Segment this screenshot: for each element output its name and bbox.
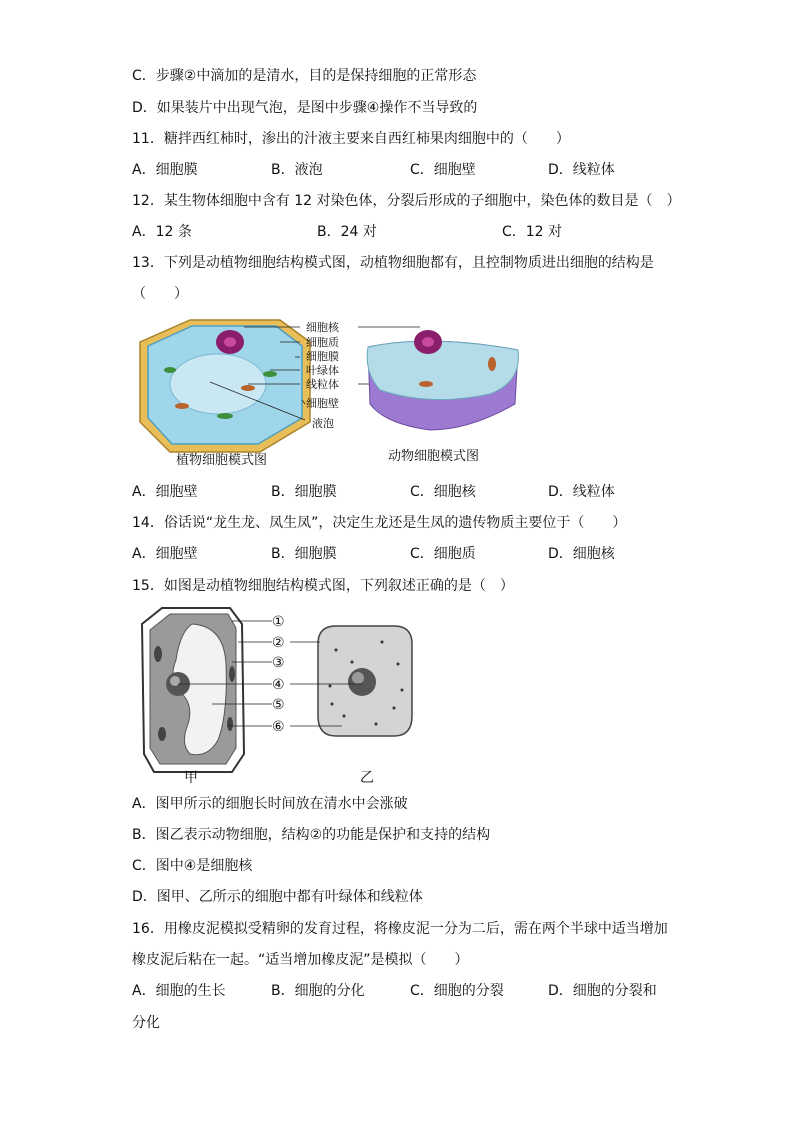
label-cytoplasm: 细胞质	[306, 336, 339, 349]
q13-option-c: C．细胞核	[410, 484, 476, 500]
label-vacuole: 液泡	[312, 417, 334, 430]
marker-4: ④	[272, 677, 285, 693]
plant-cell-caption: 植物细胞模式图	[176, 453, 268, 468]
q12-option-b: B．24 对	[317, 224, 377, 240]
q15-option-b: B．图乙表示动物细胞，结构②的功能是保护和支持的结构	[132, 827, 491, 843]
q11-option-b: B．液泡	[271, 162, 323, 178]
q14-option-a: A．细胞壁	[132, 546, 198, 562]
q16-option-d-tail: 分化	[132, 1015, 160, 1031]
label-cell-wall: 细胞壁	[306, 397, 339, 410]
figure-13-labels	[306, 320, 340, 430]
q14-option-c: C．细胞质	[410, 546, 476, 562]
label-nucleus: 细胞核	[306, 321, 339, 334]
q13-option-b: B．细胞膜	[271, 484, 337, 500]
marker-3: ③	[272, 655, 285, 671]
question-16-cont: 橡皮泥后粘在一起。“适当增加橡皮泥”是模拟（ ）	[132, 952, 469, 968]
q12-option-c: C．12 对	[502, 224, 563, 240]
question-15: 15．如图是动植物细胞结构模式图，下列叙述正确的是（ ）	[132, 578, 514, 594]
plant-cell-drawing	[140, 320, 310, 452]
q13-option-a: A．细胞壁	[132, 484, 198, 500]
question-13: 13．下列是动植物细胞结构模式图，动植物细胞都有，且控制物质进出细胞的结构是	[132, 255, 654, 271]
caption-yi: 乙	[360, 770, 374, 786]
q16-option-d: D．细胞的分裂和	[548, 983, 657, 999]
q16-option-a: A．细胞的生长	[132, 983, 226, 999]
cell-comparison-figure	[132, 604, 422, 786]
q13-option-d: D．线粒体	[548, 484, 615, 500]
q14-option-d: D．细胞核	[548, 546, 615, 562]
marker-5: ⑤	[272, 697, 285, 713]
animal-cell-caption: 动物细胞模式图	[388, 449, 480, 464]
q11-option-a: A．细胞膜	[132, 162, 198, 178]
q15-option-d: D．图甲、乙所示的细胞中都有叶绿体和线粒体	[132, 889, 423, 905]
animal-cell-yi	[318, 626, 412, 736]
question-16: 16．用橡皮泥模拟受精卵的发育过程，将橡皮泥一分为二后，需在两个半球中适当增加	[132, 921, 668, 937]
q12-option-a: A．12 条	[132, 224, 192, 240]
label-membrane: 细胞膜	[306, 350, 339, 363]
q11-option-d: D．线粒体	[548, 162, 615, 178]
question-13-paren: （ ）	[132, 286, 188, 302]
q11-option-c: C．细胞壁	[410, 162, 476, 178]
marker-6: ⑥	[272, 719, 285, 735]
marker-1: ①	[272, 614, 285, 630]
q14-option-b: B．细胞膜	[271, 546, 337, 562]
marker-2: ②	[272, 635, 285, 651]
question-14: 14．俗话说“龙生龙、凤生凤”，决定生龙还是生凤的遗传物质主要位于（ ）	[132, 515, 627, 531]
q16-option-b: B．细胞的分化	[271, 983, 365, 999]
animal-cell-drawing	[367, 330, 518, 430]
q15-option-c: C．图中④是细胞核	[132, 858, 253, 874]
plant-cell-jia	[142, 608, 244, 772]
q16-option-c: C．细胞的分裂	[410, 983, 504, 999]
figure-15-numbers	[272, 614, 285, 735]
option-d-step4: D．如果装片中出现气泡，是图中步骤④操作不当导致的	[132, 100, 478, 116]
q15-option-a: A．图甲所示的细胞长时间放在清水中会涨破	[132, 796, 408, 812]
question-12: 12．某生物体细胞中含有 12 对染色体，分裂后形成的子细胞中，染色体的数目是（ ）	[132, 193, 681, 209]
question-11: 11．糖拌西红柿时，渗出的汁液主要来自西红柿果肉细胞中的（ ）	[132, 131, 570, 147]
label-chloroplast: 叶绿体	[306, 364, 339, 377]
option-c-step2: C．步骤②中滴加的是清水，目的是保持细胞的正常形态	[132, 68, 477, 84]
caption-jia: 甲	[184, 770, 198, 786]
cell-structure-figure	[130, 312, 530, 472]
label-mitochondria: 线粒体	[306, 378, 339, 391]
